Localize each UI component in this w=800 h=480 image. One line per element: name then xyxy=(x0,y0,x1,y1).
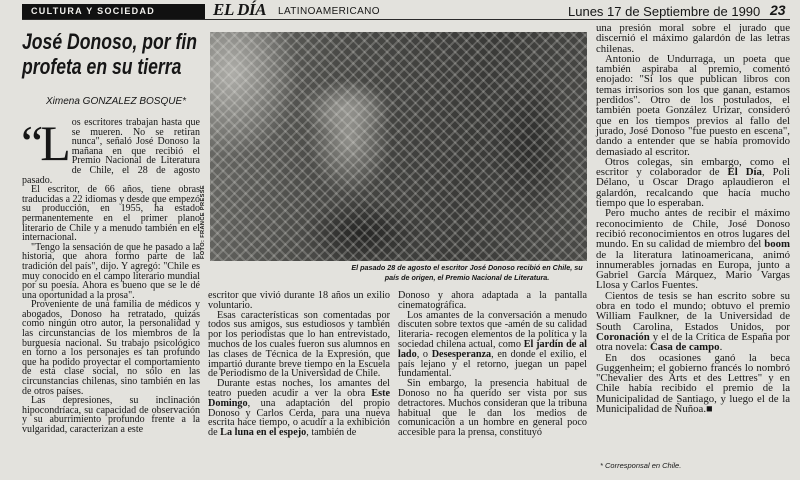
paragraph: Sin embargo, la presencia habitual de Donoso no ha querido ser vista por sus detractores. Muchos consideran que la tribuna habitual que le dan los medios de comunicación a un hombre en general poco accesible para la prensa, constituyó xyxy=(398,378,587,439)
text-run: , una adaptación del propio Donoso y Carlos Cerda, para una nueva escrita hace tiempo, o acudir a la exhibición de xyxy=(208,397,390,439)
text-run: , en donde el exilio, el país lejano y el retorno, juegan un papel fundamental. xyxy=(398,348,588,380)
paragraph: una presión moral sobre el jurado que discernió el máximo galardón de las letras chilenas. xyxy=(596,22,790,55)
photo-caption: El pasado 28 de agosto el escritor José Donoso recibió en Chile, su país de origen, el Premio Nacional de Literatura. xyxy=(351,263,583,282)
text-run: Durante estas noches, los amantes del teatro pueden acudir a ver la obra xyxy=(208,378,390,399)
text-run: y el de la Crítica de España por otra novela: xyxy=(596,330,790,354)
text-run: de la literatura latinoamericana, animó innumerables jornadas en Europa, junto a Gabriel García Márquez, Mario Vargas Llosa y Carlos Fuentes. xyxy=(596,248,790,292)
header-rule xyxy=(22,19,790,20)
drop-cap: “L xyxy=(21,115,68,171)
work-title: Desesperanza xyxy=(431,348,492,360)
paragraph xyxy=(596,157,790,208)
work-title: Casa de campo xyxy=(649,341,720,354)
newspaper-logo: EL DÍA xyxy=(213,0,267,19)
paragraph: Proveniente de una familia de médicos y abogados, Donoso ha retratado, quizás como ningún otro autor, la personalidad y las circunstancias de los miembros de la burguesía nacional. Su trabajo psicológico en torno a los personajes es tan profundo que ha podido proyectar el comportamiento de esta clase social, no sólo en las circunstancias chilenas, sino también en las de otros países. xyxy=(22,299,200,397)
headline: José Donoso, por fin profeta en su tierra xyxy=(22,29,198,79)
issue-date: Lunes 17 de Septiembre de 1990 xyxy=(568,4,761,19)
author-footnote: * Corresponsal en Chile. xyxy=(600,461,682,470)
paragraph: escritor que vivió durante 18 años un exilio voluntario. xyxy=(208,290,390,311)
paragraph xyxy=(398,311,587,380)
article-column-1 xyxy=(21,115,200,435)
paragraph: os escritores trabajan hasta que se mueren. No se retiran nunca", señaló José Donoso la mañana en que recibió el Premio Nacional de Literatura de Chile, el 28 de agosto pasado. xyxy=(22,117,200,186)
paragraph: Donoso y ahora adaptada a la pantalla cinematográfica. xyxy=(398,290,587,311)
section-label: CULTURA Y SOCIEDAD xyxy=(22,4,205,19)
paragraph xyxy=(596,291,790,353)
emphasis: boom xyxy=(764,238,790,251)
paragraph xyxy=(596,208,790,290)
paragraph: Antonio de Undurraga, un poeta que también aspiraba al premio, comentó enojado: "Si los que publican libros con temas irrisorios son los que ganan, estamos perdidos". Otro de los postulados, el también poeta González Urízar, consideró que en los tiempos previos al fallo del jurado, José Donoso "fue puesto en escena", dando a entender que se había promovido demasiado al escritor. xyxy=(596,52,790,158)
work-title: Este Domingo xyxy=(208,387,390,409)
paragraph xyxy=(208,379,390,438)
article-column-4 xyxy=(596,23,790,414)
text-run: , Poli Délano, u Oscar Drago aplaudieron el galardón, recalcando que hacía mucho tiempo que lo esperaban. xyxy=(596,166,790,210)
text-run: Los amantes de la conversación a menudo discuten sobre textos que -amén de su calidad literaria- recogen elementos de la política y la sociedad chilena actual, como xyxy=(398,309,587,350)
photo-credit: FOTO: FRANCE PRESSE xyxy=(200,185,206,260)
paragraph: Esas características son comentadas por todos sus amigos, sus estudiosos y también por los periodistas que lo han entrevistado, muchos de los cuales fueron sus alumnos en las clases de Técnica de la Expresión, que impartió durante breve tiempo en la Escuela de Periodismo de la Universidad de Chile. xyxy=(208,309,390,380)
article-column-2 xyxy=(208,291,390,438)
text-run: , o xyxy=(416,348,432,360)
text-run: . xyxy=(719,341,723,354)
author-photo xyxy=(210,32,587,261)
text-run: Otros colegas, sin embargo, como el escritor y colaborador de xyxy=(596,155,790,179)
text-run: Cientos de tesis se han escrito sobre su obra en todo el mundo; obtuvo el premio William Faulkner, de la Universidad de South Carolina, Estados Unidos, por xyxy=(596,289,790,333)
work-title: La luna en el espejo xyxy=(220,427,307,439)
work-title: Coronación xyxy=(596,330,650,343)
paragraph: Las depresiones, su inclinación hipocondríaca, su capacidad de observación y su aburrimiento profundo frente a la vulgaridad, caracterizan a este xyxy=(22,395,200,435)
paragraph: En dos ocasiones ganó la beca Guggenheim; el gobierno francés lo nombró "Chevalier des Arts et des Lettres" y en Chile había recibido el premio de la Municipalidad de Santiago, y luego el de la Municipalidad de Ñuñoa.■ xyxy=(596,351,790,415)
page-number: 23 xyxy=(770,2,786,18)
paragraph: El escritor, de 66 años, tiene obras traducidas a 22 idiomas y desde que empezó su producción, en 1955, ha estado permanentemente en el primer plano literario de Chile y a menudo también en el internacional. xyxy=(22,184,200,244)
newspaper-logo-subtitle: LATINOAMERICANO xyxy=(278,6,380,17)
newspaper-name: El Día xyxy=(727,166,762,179)
work-title: El jardín de al lado xyxy=(398,338,587,360)
text-run: Pero mucho antes de recibir el máximo reconocimiento de Chile, José Donoso recibió reconocimientos en otros lugares del mundo. En su calidad de miembro del xyxy=(596,207,790,251)
paragraph: "Tengo la sensación de que he pasado a la historia, que ahora formo parte de la tradición del país", dijo. Y agregó: "Chile es muy conocido en el campo literario mundial por su poesía. Ahora es bueno que se le dé una oportunidad a la prosa". xyxy=(22,241,200,301)
article-column-3 xyxy=(398,291,587,438)
byline: Ximena GONZALEZ BOSQUE* xyxy=(46,96,187,107)
text-run: , también de xyxy=(306,427,357,439)
